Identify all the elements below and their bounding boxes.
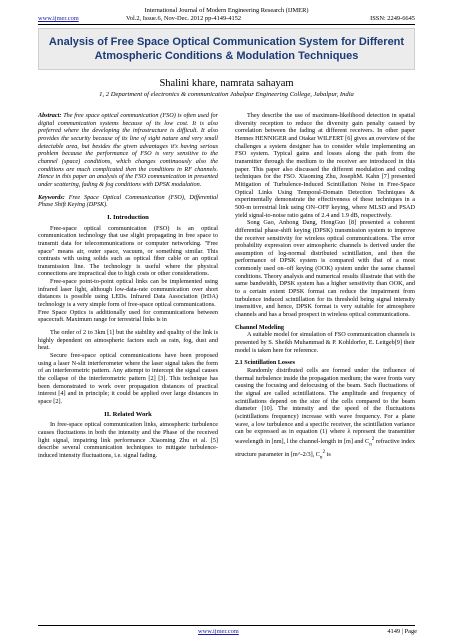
section-heading-related-work: II. Related Work	[104, 410, 152, 418]
left-column	[38, 112, 218, 460]
related-paragraph-1: In free-space optical communication links, atmospheric turbulence causes fluctuations in both the intensity and the Phase of the received light signal, impairing link performance .Xiaoming Zhu et al. [5] describe several communication techniques to mitigate turbulence-induced intensity fluctuations, i.e. signal fading.	[38, 421, 218, 459]
abstract-label: Abstract:	[38, 112, 62, 119]
paper-title: Analysis of Free Space Optical Communication System for Different Atmospheric Conditions & Modulation Techniques	[38, 28, 415, 70]
scintillation-text: Randomly distributed cells are formed under the influence of thermal turbulence inside the propagation medium; the wave fronts vary causing the focusing and defocusing of the beam. Such fluctuations of the signal are called scintillations. The amplitude and frequency of scintillations depend on the size of the cells compared to the beam diameter [10]. The intensity and the speed of the fluctuations (scintillations frequency) increase with wave frequency. For a plane wave, a low turbulence and a specific receiver, the scintillation variance can be expressed as in equation (1) where λ represent the transmitter wavelength in [nm], l the channel-length in [m] and C	[235, 367, 415, 445]
journal-url-link[interactable]: www.ijmer.com	[38, 15, 79, 22]
keywords	[38, 194, 218, 209]
intro-paragraph-2: Free-space point-to-point optical links can be implemented using infrared laser light, although low-data-rate communication over short distances is possible using LEDs. Infrared Data Association (IrDA) technology is a very simple form of free-space optical communications.	[38, 278, 218, 309]
keywords-label: Keywords:	[38, 193, 65, 201]
footer-divider	[38, 625, 415, 626]
formula-unit: m^-2/3	[292, 450, 311, 458]
issn-info: ISSN: 2249-6645	[370, 15, 415, 22]
footer-url-link[interactable]: www.ijmer.com	[198, 628, 239, 635]
page-number: 4149 | Page	[387, 628, 417, 635]
scintillation-end: , C	[312, 450, 320, 458]
subsection-heading-scintillation: 2.1 Scintillation Losses	[235, 359, 295, 367]
paper-affiliation: 1, 2 Department of electronics & communication Jabalpur Engineering College, Jabalpur, India	[99, 91, 354, 98]
right-column	[235, 112, 415, 462]
volume-info: Vol.2, Issue.6, Nov-Dec. 2012 pp-4149-4152	[126, 15, 242, 22]
abstract-text: The free space optical communication (FSO) is often used for digital communication systems because of its low cost. It is also preferred where the developing the infrastructure is difficult. It also provides the security because of its line of sight nature and very small detectable area, but besides the given advantages it's having serious problem because the performance of FSO is very sensitive to the channel (space) conditions, which changes continuously also the conditions are much complicated then the conditions in RF channels. Hence in this paper an analysis of the FSO communication in presented under scattering, fading & fog conditions with DPSK modulation.	[38, 112, 219, 188]
intro-paragraph-5: Secure free-space optical communications have been proposed using a laser N-slit interferometer where the laser signal takes the form of an interferometric pattern. Any attempt to intercept the signal causes the collapse of the interferometric pattern [2] [3]. This technique has been demonstrated to work over propagation distances of practical interest [4] and in principle; it could be applied over large distances in space [2].	[38, 352, 218, 405]
keywords-text: Free Space Optical Communication (FSO), Differential Phase Shift Keying (DPSK).	[38, 193, 219, 209]
abstract	[38, 112, 218, 189]
intro-paragraph-3: Free Space Optics is additionally used for communications between spacecraft. Maximum range for terrestrial links is in	[38, 308, 218, 324]
paper-authors: Shalini khare, namrata sahayam	[159, 78, 294, 89]
section-heading-introduction: I. Introduction	[107, 213, 149, 221]
intro-paragraph-1: Free-space optical communication (FSO) is an optical communication technology that use slight propagating in free space to transmit data for telecommunications or computer networking. "Free space" means air, outer space, vacuum, or something similar. This contrasts with using solids such as optical fiber cable or an optical transmission line. The technology is useful where the physical connections are impractical due to high costs or other considerations.	[38, 224, 218, 278]
channel-paragraph: A suitable model for simulation of FSO communication channels is presented by S. Sheikh Muhammad & P. Kohldorfer, E. Leitgeb[9] their model is taken here for reference.	[235, 331, 415, 354]
right-paragraph-2: Song Gao, Anhong Dang, HongGuo [8] presented a coherent differential phase-shift keying (DPSK) transmission system to improve the receiver sensitivity for wireless optical communications. The error probability expression over atmospheric channels is derived under the assumption of log-normal distributed scintillation, and then the performance of DPSK system is compared with that of a most commonly used on–off keying (OOK) system under the same channel conditions. Theory analysis and numerical results illustrate that with the same bandwidth, DPSK system has a higher sensitivity than OOK, and to a certain extent DPSK format can reduce the impairment from turbulence induced scintillation for its threshold being signal intensity insensitive, and hence, DPSK format is very suitable for atmosphere channels and has a broad prospect in wireless optical communications.	[235, 219, 415, 319]
intro-paragraph-4: The order of 2 to 3km [1] but the stability and quality of the link is highly dependent on atmospheric factors such as rain, fog, dust and heat.	[38, 329, 218, 352]
header-divider	[38, 24, 415, 25]
journal-header: International Journal of Modern Engineering Research (IJMER)	[144, 7, 309, 14]
scintillation-end-2: is	[325, 450, 331, 458]
subsection-heading-channel-modeling: Channel Modeling	[235, 323, 284, 331]
scintillation-paragraph: Randomly distributed cells are formed under the influence of thermal turbulence inside the propagation medium; the wave fronts vary causing the focusing and defocusing of the beam. Such fluctuations of the signal are called scintillations. The amplitude and frequency of scintillations depend on the size of the cells compared to the beam diameter [10]. The intensity and the speed of the fluctuations (scintillations frequency) increase with wave frequency. For a plane wave, a low turbulence and a specific receiver, the scintillation variance can be expressed as in equation (1) where λ represent the transmitter wavelength in [nm], l the channel-length in [m] and $C_n^2$ refractive index structure parameter in [m^-2/3], $C_n^2$ is	[235, 367, 416, 461]
scintillation-tail: refractive index structure parameter in	[235, 437, 416, 458]
right-paragraph-1: They describe the use of maximum-likelihood detection in spatial diversity reception to reduce the diversity gain penalty caused by correlation between the fading at different receivers. In other paper Hennes HENNIGER and Otakar WILFERT [6] gives an overview of the challenges a system designer has to consider while implementing an FSO system. Typical gains and losses along the path from the transmitter through the medium to the receiver are introduced in this paper. This paper also discussed the different modulation and coding techniques for the FSO. Xiaoming Zhu, JosephM. Kahn [7] presented Mitigation of Turbulence-Induced Scintillation Noise in Free-Space Optical Links Using Temporal-Domain Detection Techniques & experimentally demonstrate the effectiveness of these techniques in a 500-m terrestrial link using ON–OFF keying, where MLSD and PSAD yield signal-to-noise ratio gains of 2.4 and 1.9 dB, respectively.	[235, 112, 415, 219]
